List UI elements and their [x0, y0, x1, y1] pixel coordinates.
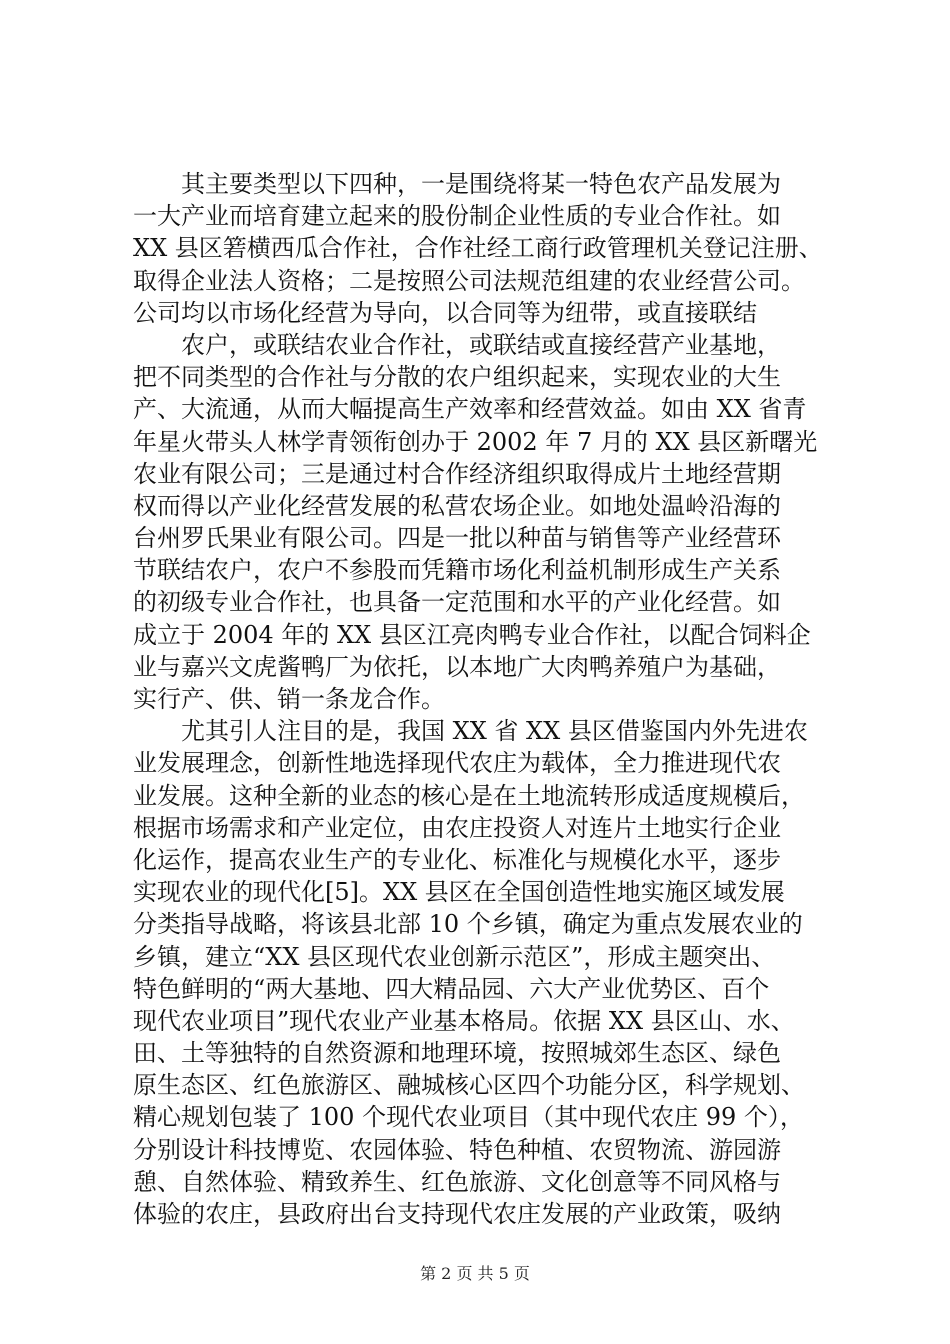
text-line: 特色鲜明的“两大基地、四大精品园、六大产业优势区、百个	[133, 974, 770, 1003]
text-line: 实行产、供、销一条龙合作。	[133, 685, 445, 713]
text-line: 台州罗氏果业有限公司。四是一批以种苗与销售等产业经营环	[133, 524, 781, 553]
text-line: 把不同类型的合作社与分散的农户组织起来，实现农业的大生	[133, 363, 781, 392]
text-line: 年星火带头人林学青领衔创办于 2002 年 7 月的 XX 县区新曙光	[133, 427, 818, 456]
text-line: 现代农业项目”现代农业产业基本格局。依据 XX 县区山、水、	[133, 1006, 795, 1035]
text-line: 其主要类型以下四种，一是围绕将某一特色农产品发展为	[133, 170, 781, 198]
text-line: 根据市场需求和产业定位，由农庄投资人对连片土地实行企业	[133, 813, 781, 842]
text-line: 原生态区、红色旅游区、融城核心区四个功能分区，科学规划、	[133, 1071, 805, 1100]
text-line: 体验的农庄，县政府出台支持现代农庄发展的产业政策，吸纳	[133, 1200, 781, 1228]
page-number-footer: 第 2 页 共 5 页	[420, 1264, 530, 1283]
text-line: 权而得以产业化经营发展的私营农场企业。如地处温岭沿海的	[133, 491, 781, 520]
text-line: 尤其引人注目的是，我国 XX 省 XX 县区借鉴国内外先进农	[133, 717, 808, 746]
text-line: 乡镇，建立“XX 县区现代农业创新示范区”，形成主题突出、	[133, 942, 776, 971]
text-line: 取得企业法人资格；二是按照公司法规范组建的农业经营公司。	[133, 266, 805, 295]
text-line: 节联结农户，农户不参股而凭籍市场化利益机制形成生产关系	[133, 556, 781, 585]
text-line: 农户，或联结农业合作社，或联结或直接经营产业基地，	[133, 330, 781, 359]
text-line: XX 县区箬横西瓜合作社，合作社经工商行政管理机关登记注册、	[133, 234, 823, 263]
text-line: 公司均以市场化经营为导向，以合同等为纽带，或直接联结	[133, 298, 757, 327]
text-line: 精心规划包装了 100 个现代农业项目（其中现代农庄 99 个），	[133, 1103, 804, 1132]
text-line: 一大产业而培育建立起来的股份制企业性质的专业合作社。如	[133, 202, 781, 231]
text-line: 的初级专业合作社，也具备一定范围和水平的产业化经营。如	[133, 588, 781, 617]
text-line: 田、土等独特的自然资源和地理环境，按照城郊生态区、绿色	[133, 1039, 781, 1068]
text-line: 成立于 2004 年的 XX 县区江亮肉鸭专业合作社，以配合饲料企	[133, 620, 811, 649]
text-line: 憩、自然体验、精致养生、红色旅游、文化创意等不同风格与	[133, 1167, 781, 1196]
text-line: 产、大流通，从而大幅提高生产效率和经营效益。如由 XX 省青	[133, 395, 807, 424]
text-line: 农业有限公司；三是通过村合作经济组织取得成片土地经营期	[133, 459, 781, 488]
text-line: 分别设计科技博览、农园体验、特色种植、农贸物流、游园游	[133, 1135, 781, 1164]
text-line: 业发展。这种全新的业态的核心是在土地流转形成适度规模后，	[133, 781, 805, 810]
text-line: 实现农业的现代化[5]。XX 县区在全国创造性地实施区域发展	[133, 878, 785, 907]
text-line: 业与嘉兴文虎酱鸭厂为依托，以本地广大肉鸭养殖户为基础，	[133, 652, 781, 681]
text-line: 分类指导战略，将该县北部 10 个乡镇，确定为重点发展农业的	[133, 910, 803, 939]
text-line: 化运作，提高农业生产的专业化、标准化与规模化水平，逐步	[133, 845, 781, 874]
text-line: 业发展理念，创新性地选择现代农庄为载体，全力推进现代农	[133, 749, 781, 778]
body-text	[133, 168, 853, 1230]
